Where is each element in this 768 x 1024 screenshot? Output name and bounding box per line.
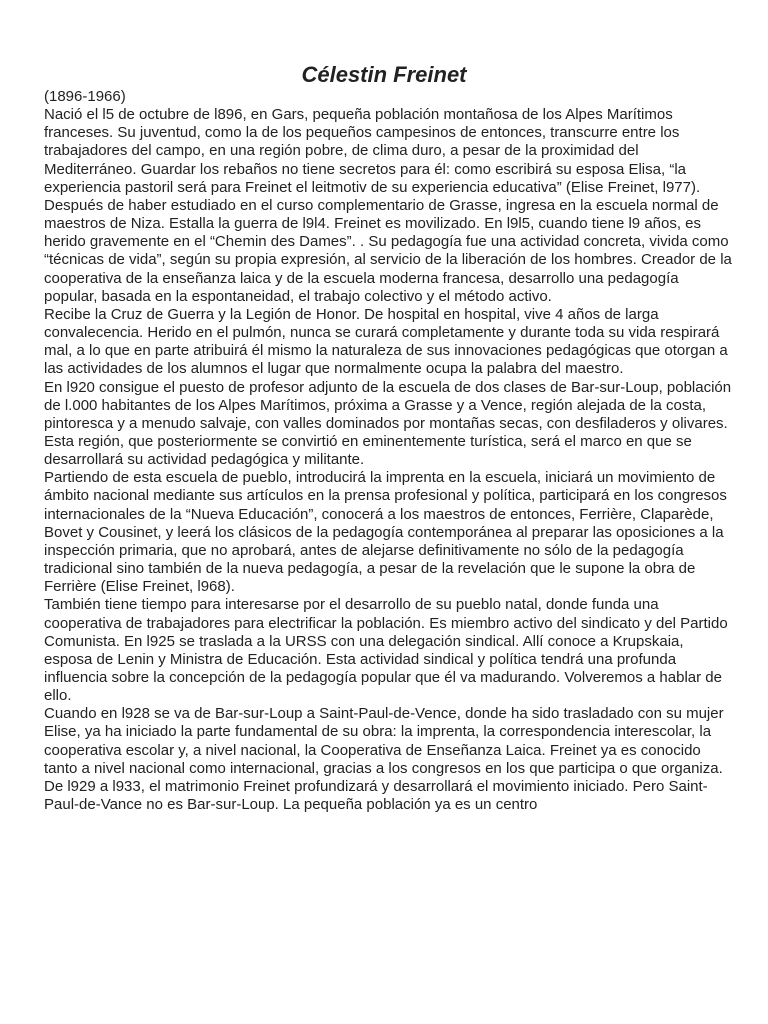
paragraph-convalescence: Recibe la Cruz de Guerra y la Legión de Honor. De hospital en hospital, vive 4 años de larga convalecencia. Herido en el pulmón, nunca se curará completamente y durante toda su vida respirará mal, a lo que en parte atribuirá él mismo la naturaleza de sus innovaciones pedagógicas que otorgan a las actividades de los alumnos el lugar que normalmente ocupa la palabra del maestro. bbox=[44, 305, 728, 378]
document-body bbox=[44, 88, 734, 814]
paragraph-1929-1933: De l929 a l933, el matrimonio Freinet profundizará y desarrollará el movimiento iniciado. Pero Saint-Paul-de-Vance no es Bar-sur-Loup. La pequeña población ya es un centro bbox=[44, 777, 708, 814]
paragraph-bar-sur-loup: En l920 consigue el puesto de profesor adjunto de la escuela de dos clases de Bar-sur-Loup, población de l.000 habitantes de los Alpes Marítimos, próxima a Grasse y a Vence, región alejada de la costa, pintoresca y a menudo salvaje, con valles dominados por montañas secas, con desfiladeros y olivares. Esta región, que posteriormente se convirtió en eminentemente turística, será el marco en que se desarrollará su actividad pedagógica y militante. bbox=[44, 378, 732, 469]
paragraph-village-school: Partiendo de esta escuela de pueblo, introducirá la imprenta en la escuela, iniciará un movimiento de ámbito nacional mediante sus artículos en la prensa profesional y política, participará en los congresos internacionales de la “Nueva Educación”, conocerá a los maestros de entonces, Ferrière, Claparède, Bovet y Cousinet, y leerá los clásicos de la pedagogía contemporánea al preparar las oposiciones a la inspección primaria, que no aprobará, antes de alejarse definitivamente no sólo de la pedagogía tradicional sino también de la nueva pedagogía, a pesar de la revelación que le supone la obra de Ferrière (Elise Freinet, l968). bbox=[44, 469, 727, 596]
document-title: Célestin Freinet bbox=[301, 61, 467, 87]
paragraph-dates: (1896-1966) bbox=[44, 88, 126, 105]
paragraph-saint-paul: Cuando en l928 se va de Bar-sur-Loup a Saint-Paul-de-Vence, donde ha sido trasladado con su mujer Elise, ya ha iniciado la parte fundamental de su obra: la imprenta, la correspondencia interescolar, la cooperativa escolar y, a nivel nacional, la Cooperativa de Enseñanza Laica. Freinet ya es conocido tanto a nivel nacional como internacional, gracias a los congresos en los que participa o que organiza. bbox=[44, 705, 724, 777]
paragraph-early-life: Nació el l5 de octubre de l896, en Gars, pequeña población montañosa de los Alpes Marítimos franceses. Su juventud, como la de los pequeños campesinos de entonces, transcurre entre los trabajadores del campo, en una región pobre, de clima duro, a pesar de la proximidad del Mediterráneo. Guardar los rebaños no tiene secretos para él: como escribirá su esposa Elisa, “la experiencia pastoril será para Freinet el leitmotiv de su experiencia educativa” (Elise Freinet, l977). Después de haber estudiado en el curso complementario de Grasse, ingresa en la escuela normal de maestros de Niza. Estalla la guerra de l9l4. Freinet es movilizado. En l9l5, cuando tiene l9 años, es herido gravemente en el “Chemin des Dames”. . Su pedagogía fue una actividad concreta, vivida como “técnicas de vida”, según su propia expresión, al servicio de la liberación de los hombres. Creador de la cooperativa de la enseñanza laica y de la escuela moderna francesa, desarrollo una pedagogía popular, basada en la espontaneidad, el trabajo colectivo y el método activo. bbox=[44, 106, 732, 305]
paragraph-cooperative: También tiene tiempo para interesarse por el desarrollo de su pueblo natal, donde funda una cooperativa de trabajadores para electrificar la población. Es miembro activo del sindicato y del Partido Comunista. En l925 se traslada a la URSS con una delegación sindical. Allí conoce a Krupskaia, esposa de Lenin y Ministra de Educación. Esta actividad sindical y política tendrá una profunda influencia sobre la concepción de la pedagogía popular que él va madurando. Volveremos a hablar de ello. bbox=[44, 596, 728, 705]
